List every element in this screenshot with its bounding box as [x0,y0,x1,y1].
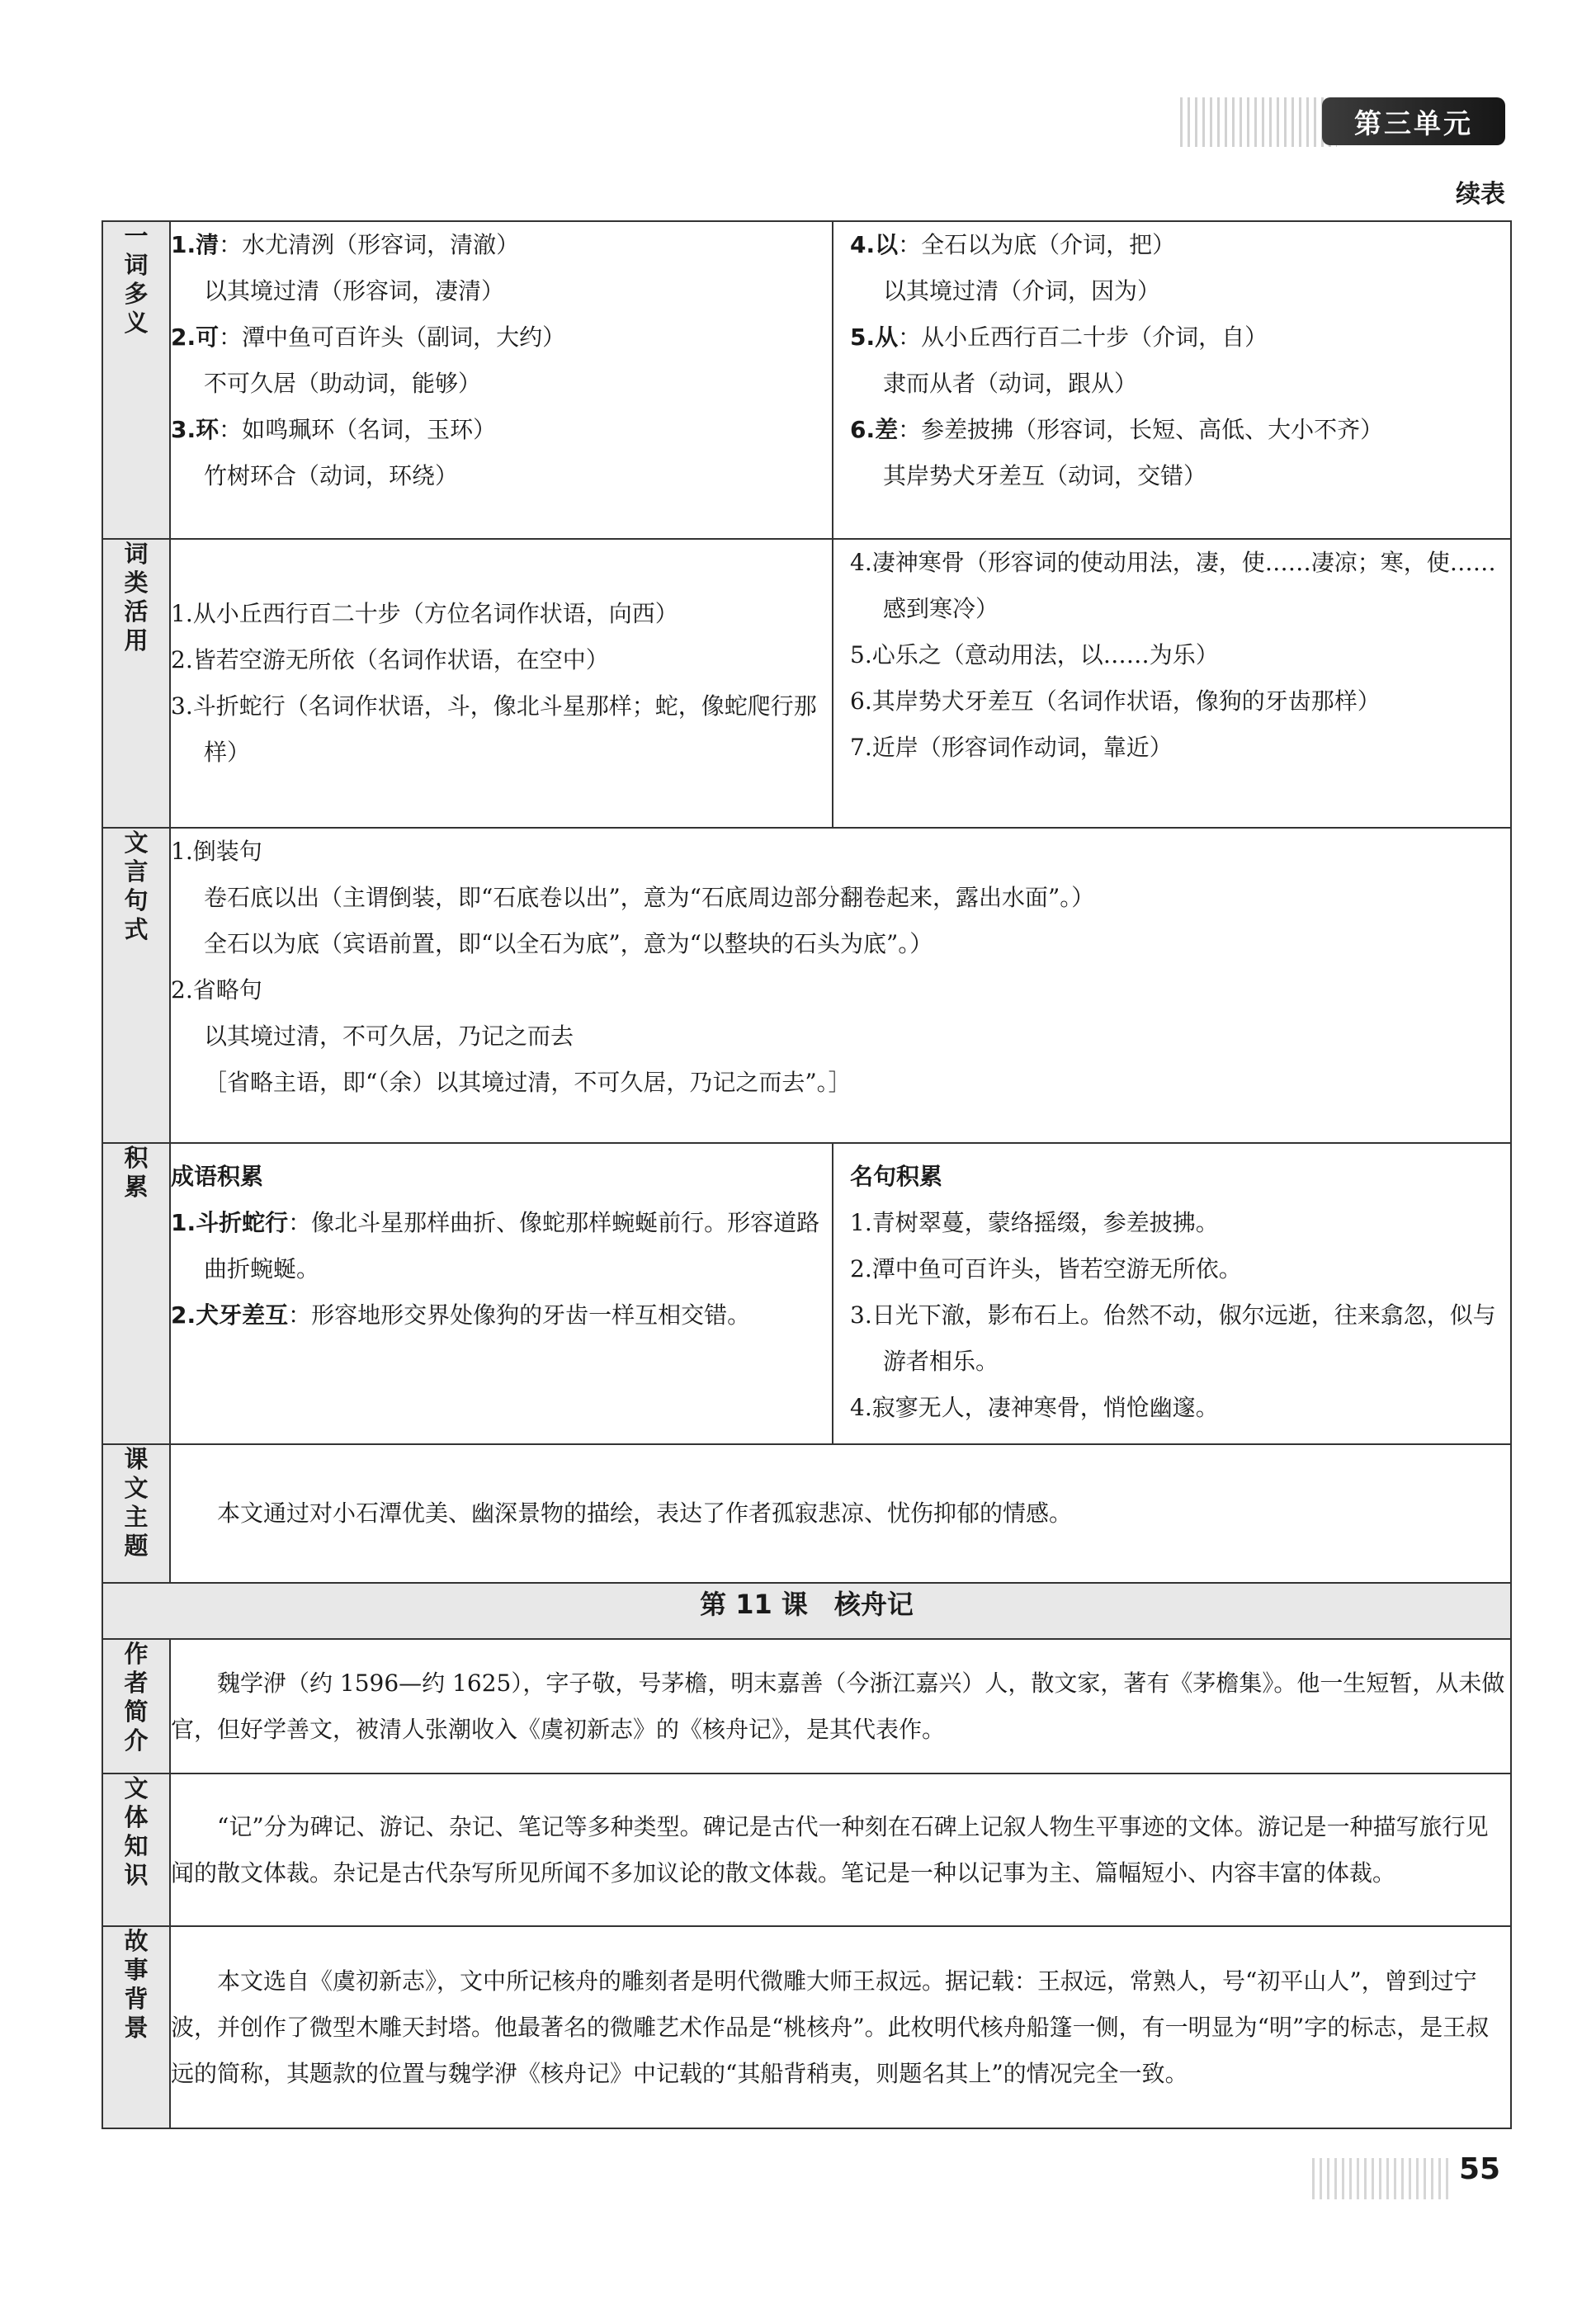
label-author: 作者简介 [102,1639,170,1773]
yici-item: 1.清：水尤清洌（形容词，清澈） [171,231,520,258]
jushi-line: ［省略主语，即“（余）以其境过清，不可久居，乃记之而去”。］ [204,1069,852,1096]
label-cilei: 词类活用 [102,539,170,828]
yici-example: 竹树环合（动词，环绕） [204,462,459,489]
yici-left [170,221,833,539]
cilei-item: 5.心乐之（意动用法，以……为乐） [850,641,1219,668]
row-lesson-title [102,1583,1511,1639]
unit-title: 第三单元 [1322,97,1505,145]
quote-title: 名句积累 [850,1163,943,1190]
label-background: 故事背景 [102,1926,170,2128]
yici-example: 不可久居（助动词，能够） [204,370,482,397]
yici-example: 其岸势犬牙差互（动词，交错） [883,462,1207,489]
cilei-item: 3.斗折蛇行（名词作状语，斗，像北斗星那样；蛇，像蛇爬行那样） [171,692,817,766]
label-genre: 文体知识 [102,1773,170,1926]
row-background [102,1926,1511,2128]
yici-item: 4.以：全石以为底（介词，把） [850,231,1176,258]
idiom-title: 成语积累 [171,1163,264,1190]
row-author [102,1639,1511,1773]
genre-text: “记”分为碑记、游记、杂记、笔记等多种类型。碑记是古代一种刻在石碑上记叙人物生平事迹的文体。游记是一种描写旅行见闻的散文体裁。杂记是古代杂写所见所闻不多加议论的散文体裁。笔记是一种以记事为主、篇幅短小、内容丰富的体裁。 [171,1812,1489,1887]
jushi-line: 2.省略句 [171,976,262,1004]
footer-decoration [1312,2158,1452,2199]
yici-item: 2.可：潭中鱼可百许头（副词，大约） [171,324,566,351]
header-decoration [1180,97,1337,147]
jushi-line: 全石以为底（宾语前置，即“以全石为底”，意为“以整块的石头为底”。） [204,930,933,957]
row-jilei [102,1143,1511,1444]
row-jushi [102,828,1511,1143]
quote-item: 2.潭中鱼可百许头，皆若空游无所依。 [850,1255,1242,1282]
yici-item: 6.差：参差披拂（形容词，长短、高低、大小不齐） [850,416,1384,443]
jushi-line: 1.倒装句 [171,838,262,865]
yici-example: 以其境过清（形容词，凄清） [204,277,505,305]
row-cilei [102,539,1511,828]
jilei-right [833,1143,1511,1444]
cilei-item: 2.皆若空游无所依（名词作状语，在空中） [171,646,609,673]
theme-text: 本文通过对小石潭优美、幽深景物的描绘，表达了作者孤寂悲凉、忧伤抑郁的情感。 [217,1500,1073,1527]
continued-label: 续表 [1456,180,1505,209]
page-number: 55 [1459,2152,1501,2186]
background-content [170,1926,1511,2128]
cilei-item: 1.从小丘西行百二十步（方位名词作状语，向西） [171,600,678,627]
yici-item: 5.从：从小丘西行百二十步（介词，自） [850,324,1268,351]
author-content [170,1639,1511,1773]
genre-content [170,1773,1511,1926]
study-table [102,220,1512,2129]
background-text: 本文选自《虞初新志》，文中所记核舟的雕刻者是明代微雕大师王叔远。据记载：王叔远，常熟人，号“初平山人”，曾到过宁波，并创作了微型木雕天封塔。他最著名的微雕艺术作品是“桃核舟”。此枚明代核舟船篷一侧，有一明显为“明”字的标志，是王叔远的简称，其题款的位置与魏学洢《核舟记》中记载的“其船背稍夷，则题名其上”的情况完全一致。 [171,1967,1490,2087]
lesson-title: 第 11 课 核舟记 [102,1583,1511,1639]
label-yici: 一词多义 [102,221,170,539]
cilei-item: 6.其岸势犬牙差互（名词作状语，像狗的牙齿那样） [850,687,1381,715]
quote-item: 4.寂寥无人，凄神寒骨，悄怆幽邃。 [850,1394,1219,1421]
row-yici [102,221,1511,539]
cilei-left [170,539,833,828]
idiom-item: 2.犬牙差互：形容地形交界处像狗的牙齿一样互相交错。 [171,1301,751,1329]
jilei-left [170,1143,833,1444]
cilei-item: 4.凄神寒骨（形容词的使动用法，凄，使……凄凉；寒，使……感到寒冷） [850,549,1496,622]
cilei-right [833,539,1511,828]
cilei-item: 7.近岸（形容词作动词，靠近） [850,734,1173,761]
author-text: 魏学洢（约 1596—约 1625），字子敬，号茅檐，明末嘉善（今浙江嘉兴）人，散文家，著有《茅檐集》。他一生短暂，从未做官，但好学善文，被清人张潮收入《虞初新志》的《核舟记》，是其代表作。 [171,1669,1505,1743]
label-jushi: 文言句式 [102,828,170,1143]
yici-right [833,221,1511,539]
jushi-line: 以其境过清，不可久居，乃记之而去 [204,1023,574,1050]
quote-item: 1.青树翠蔓，蒙络摇缀，参差披拂。 [850,1209,1219,1236]
row-theme [102,1444,1511,1583]
jushi-content [170,828,1511,1143]
jushi-line: 卷石底以出（主谓倒装，即“石底卷以出”，意为“石底周边部分翻卷起来，露出水面”。） [204,884,1095,911]
label-jilei: 积累 [102,1143,170,1444]
quote-item: 3.日光下澈，影布石上。佁然不动，俶尔远逝，往来翕忽，似与游者相乐。 [850,1301,1496,1375]
theme-content [170,1444,1511,1583]
row-genre [102,1773,1511,1926]
yici-item: 3.环：如鸣珮环（名词，玉环） [171,416,497,443]
idiom-item: 1.斗折蛇行：像北斗星那样曲折、像蛇那样蜿蜒前行。形容道路曲折蜿蜒。 [171,1209,820,1282]
yici-example: 以其境过清（介词，因为） [883,277,1161,305]
label-theme: 课文主题 [102,1444,170,1583]
yici-example: 隶而从者（动词，跟从） [883,370,1138,397]
